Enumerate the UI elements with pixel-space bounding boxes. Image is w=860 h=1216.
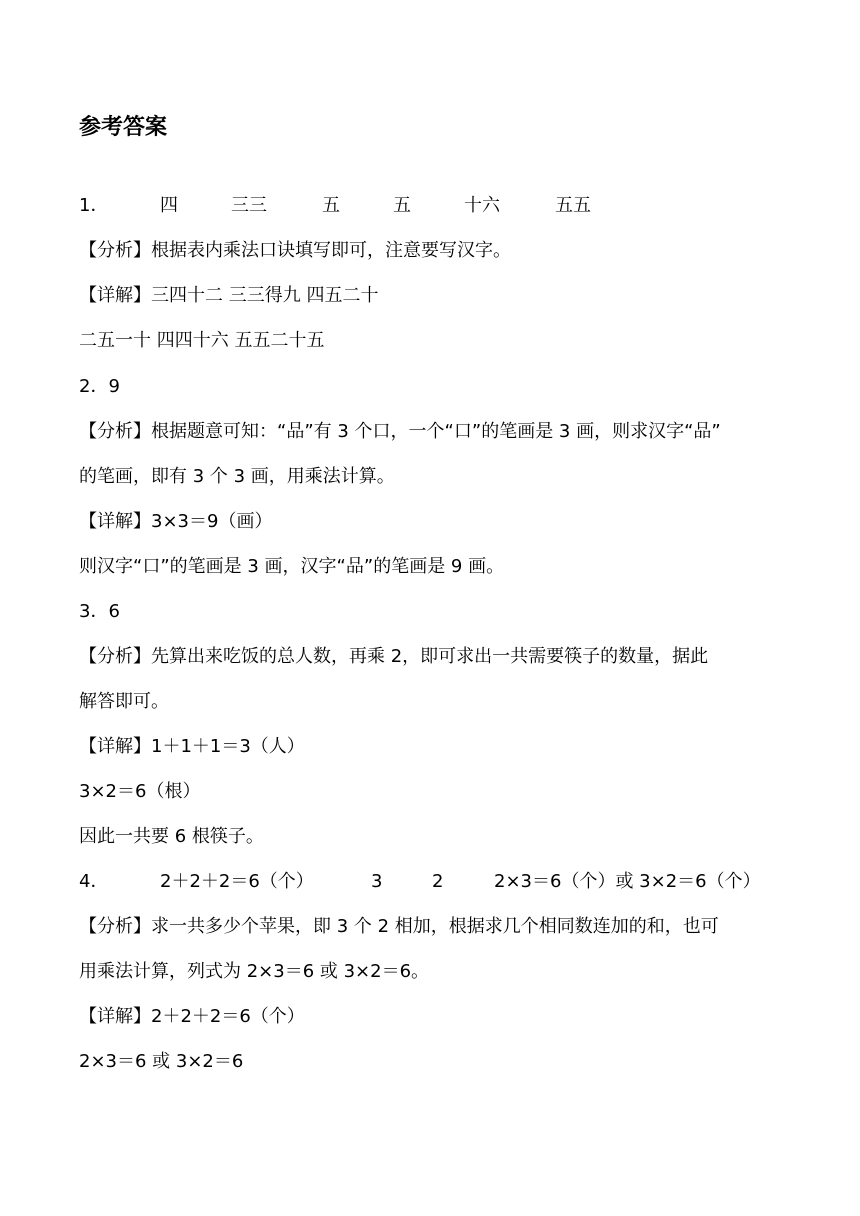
q4-answer-4: 2×3＝6（个）或 3×2＝6（个）	[494, 871, 761, 892]
q2-analysis-line-2: 的笔画，即有 3 个 3 画，用乘法计算。	[79, 466, 395, 487]
q4-detail-line-2: 2×3＝6 或 3×2＝6	[79, 1051, 244, 1072]
q1-answer-6: 五五	[555, 195, 591, 216]
q1-answer-4: 五	[393, 195, 411, 216]
q1-number: 1．	[79, 195, 109, 216]
q2-number-answer: 2．9	[79, 376, 120, 397]
q3-conclusion: 因此一共要 6 根筷子。	[79, 826, 264, 847]
q1-answer-row	[79, 192, 799, 220]
q1-answer-2: 三三	[231, 195, 267, 216]
q4-answer-1: 2＋2＋2＝6（个）	[160, 871, 314, 892]
q4-analysis-line-2: 用乘法计算，列式为 2×3＝6 或 3×2＝6。	[79, 961, 430, 982]
page-title: 参考答案	[79, 115, 168, 140]
q3-detail-line-2: 3×2＝6（根）	[79, 781, 201, 802]
q4-answer-2: 3	[371, 871, 383, 892]
q1-analysis: 【分析】根据表内乘法口诀填写即可，注意要写汉字。	[79, 240, 511, 261]
q3-analysis-line-2: 解答即可。	[79, 691, 169, 712]
q1-answer-1: 四	[160, 195, 178, 216]
q3-number-answer: 3．6	[79, 601, 120, 622]
q2-conclusion: 则汉字“口”的笔画是 3 画，汉字“品”的笔画是 9 画。	[79, 556, 505, 577]
q1-answer-5: 十六	[464, 195, 500, 216]
q3-detail-line-1: 【详解】1＋1＋1＝3（人）	[79, 736, 305, 757]
q2-analysis-line-1: 【分析】根据题意可知：“品”有 3 个口，一个“口”的笔画是 3 画，则求汉字“品”	[79, 421, 721, 442]
q4-analysis-line-1: 【分析】求一共多少个苹果，即 3 个 2 相加，根据求几个相同数连加的和，也可	[79, 916, 719, 937]
q1-answer-3: 五	[322, 195, 340, 216]
q3-analysis-line-1: 【分析】先算出来吃饭的总人数，再乘 2，即可求出一共需要筷子的数量，据此	[79, 646, 709, 667]
q4-number: 4．	[79, 871, 109, 892]
q1-detail-line-2: 二五一十 四四十六 五五二十五	[79, 330, 325, 351]
q2-detail: 【详解】3×3＝9（画）	[79, 511, 273, 532]
q4-answer-3: 2	[432, 871, 444, 892]
q4-answer-row	[79, 868, 799, 896]
q1-detail-line-1: 【详解】三四十二 三三得九 四五二十	[79, 285, 379, 306]
q4-detail-line-1: 【详解】2＋2＋2＝6（个）	[79, 1006, 305, 1027]
